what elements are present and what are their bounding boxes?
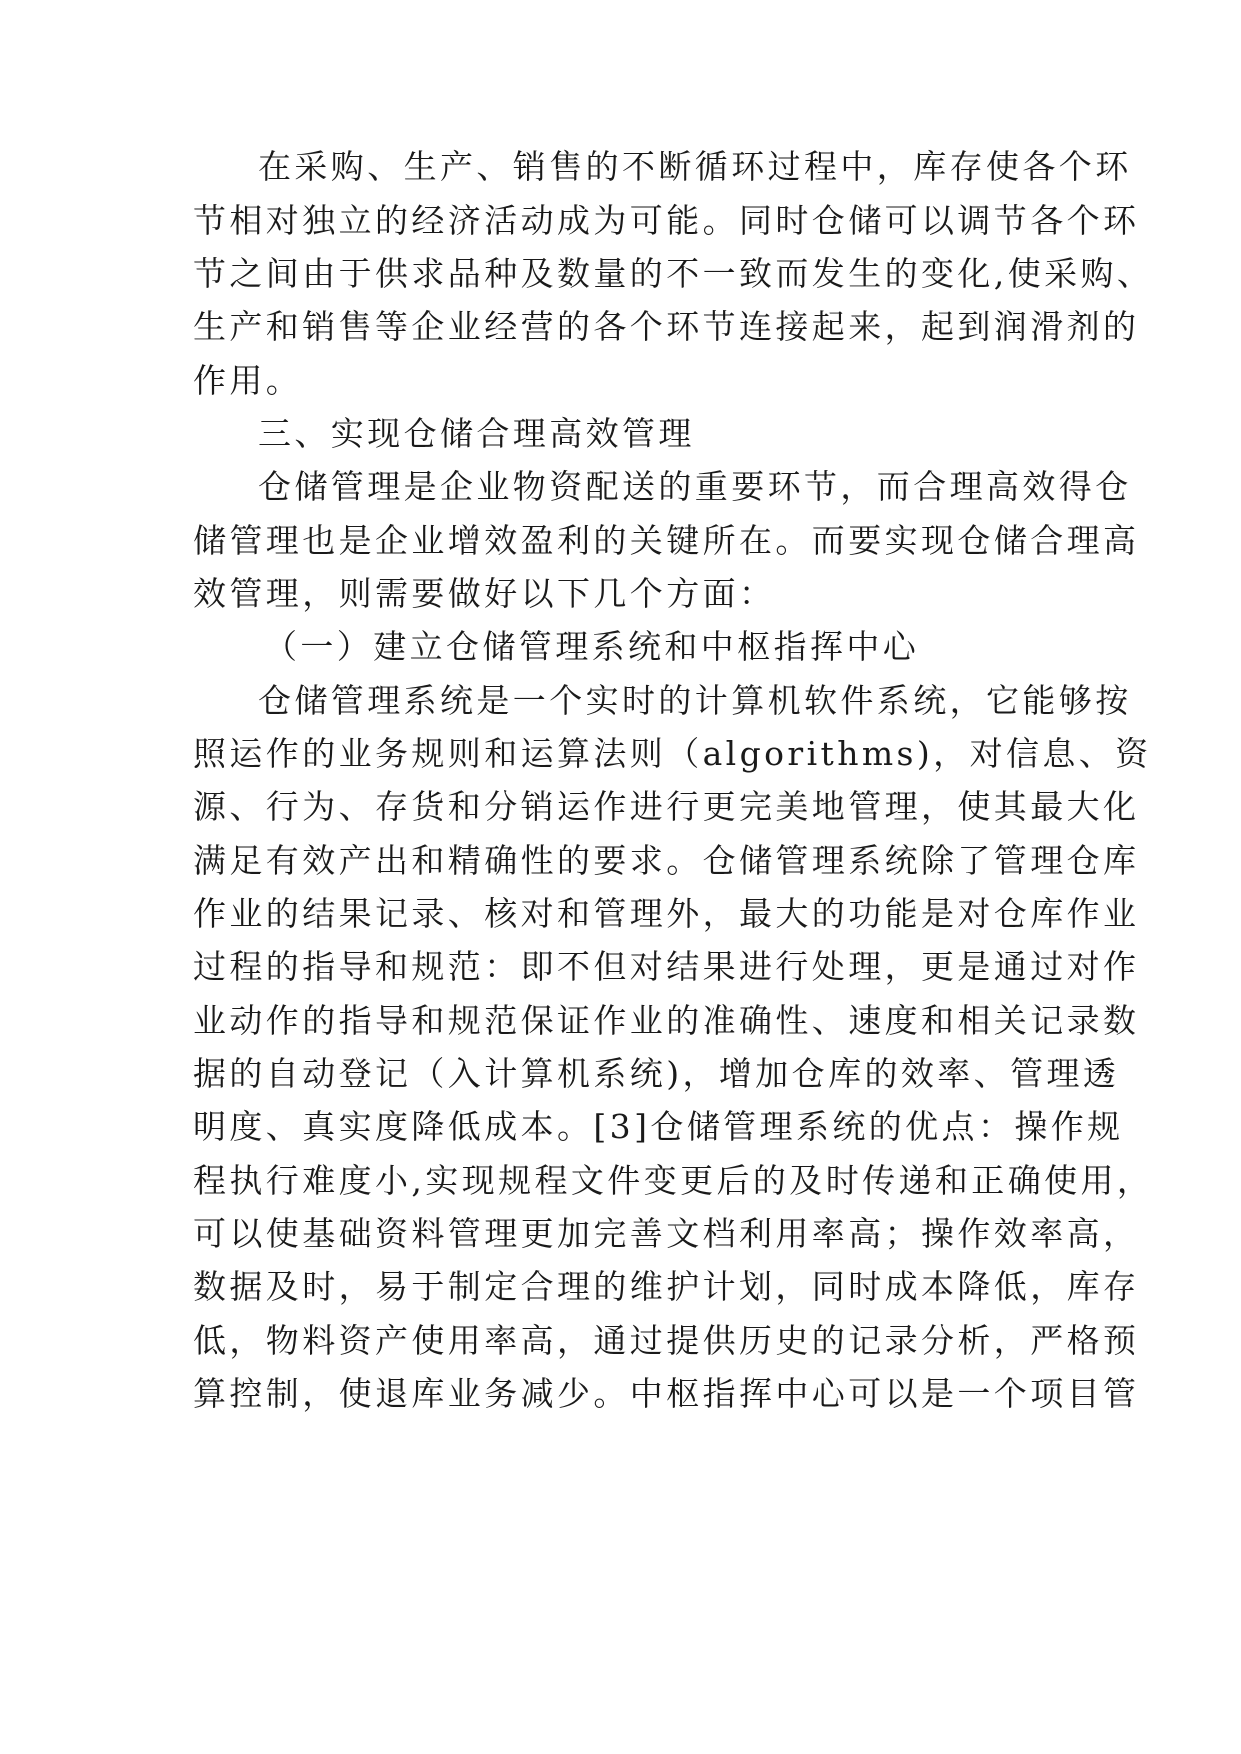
paragraph-line: 仓储管理系统是一个实时的计算机软件系统，它能够按 xyxy=(258,681,1132,720)
paragraph-line: 可以使基础资料管理更加完善文档利用率高；操作效率高， xyxy=(193,1214,1140,1253)
paragraph-line: 源、行为、存货和分销运作进行更完美地管理，使其最大化 xyxy=(193,787,1140,826)
paragraph-line: 仓储管理是企业物资配送的重要环节，而合理高效得仓 xyxy=(258,467,1132,506)
section-heading: 三、实现仓储合理高效管理 xyxy=(258,414,695,453)
paragraph-line: 作业的结果记录、核对和管理外，最大的功能是对仓库作业 xyxy=(193,894,1140,933)
paragraph-line: 满足有效产出和精确性的要求。仓储管理系统除了管理仓库 xyxy=(193,841,1140,880)
paragraph-line: 效管理，则需要做好以下几个方面： xyxy=(193,574,776,613)
paragraph-line: 储管理也是企业增效盈利的关键所在。而要实现仓储合理高 xyxy=(193,521,1140,560)
paragraph-line: 明度、真实度降低成本。[3]仓储管理系统的优点：操作规 xyxy=(193,1107,1124,1146)
paragraph-line: 程执行难度小,实现规程文件变更后的及时传递和正确使用， xyxy=(193,1161,1154,1200)
paragraph-line: 业动作的指导和规范保证作业的准确性、速度和相关记录数 xyxy=(193,1001,1140,1040)
paragraph-line: 节之间由于供求品种及数量的不一致而发生的变化,使采购、 xyxy=(193,254,1154,293)
paragraph-line: 算控制，使退库业务减少。中枢指挥中心可以是一个项目管 xyxy=(193,1374,1140,1413)
paragraph-line: 生产和销售等企业经营的各个环节连接起来，起到润滑剂的 xyxy=(193,307,1140,346)
paragraph-line: 低，物料资产使用率高，通过提供历史的记录分析，严格预 xyxy=(193,1321,1140,1360)
subsection-heading: （一）建立仓储管理系统和中枢指挥中心 xyxy=(264,627,920,666)
paragraph-line: 数据及时，易于制定合理的维护计划，同时成本降低，库存 xyxy=(193,1267,1140,1306)
paragraph-line: 过程的指导和规范：即不但对结果进行处理，更是通过对作 xyxy=(193,947,1140,986)
paragraph-line: 作用。 xyxy=(193,361,303,400)
paragraph-line: 据的自动登记（入计算机系统)，增加仓库的效率、管理透 xyxy=(193,1054,1120,1093)
paragraph-line: 节相对独立的经济活动成为可能。同时仓储可以调节各个环 xyxy=(193,201,1140,240)
paragraph-line: 照运作的业务规则和运算法则（algorithms)，对信息、资 xyxy=(193,734,1152,773)
paragraph-line: 在采购、生产、销售的不断循环过程中，库存使各个环 xyxy=(258,147,1132,186)
